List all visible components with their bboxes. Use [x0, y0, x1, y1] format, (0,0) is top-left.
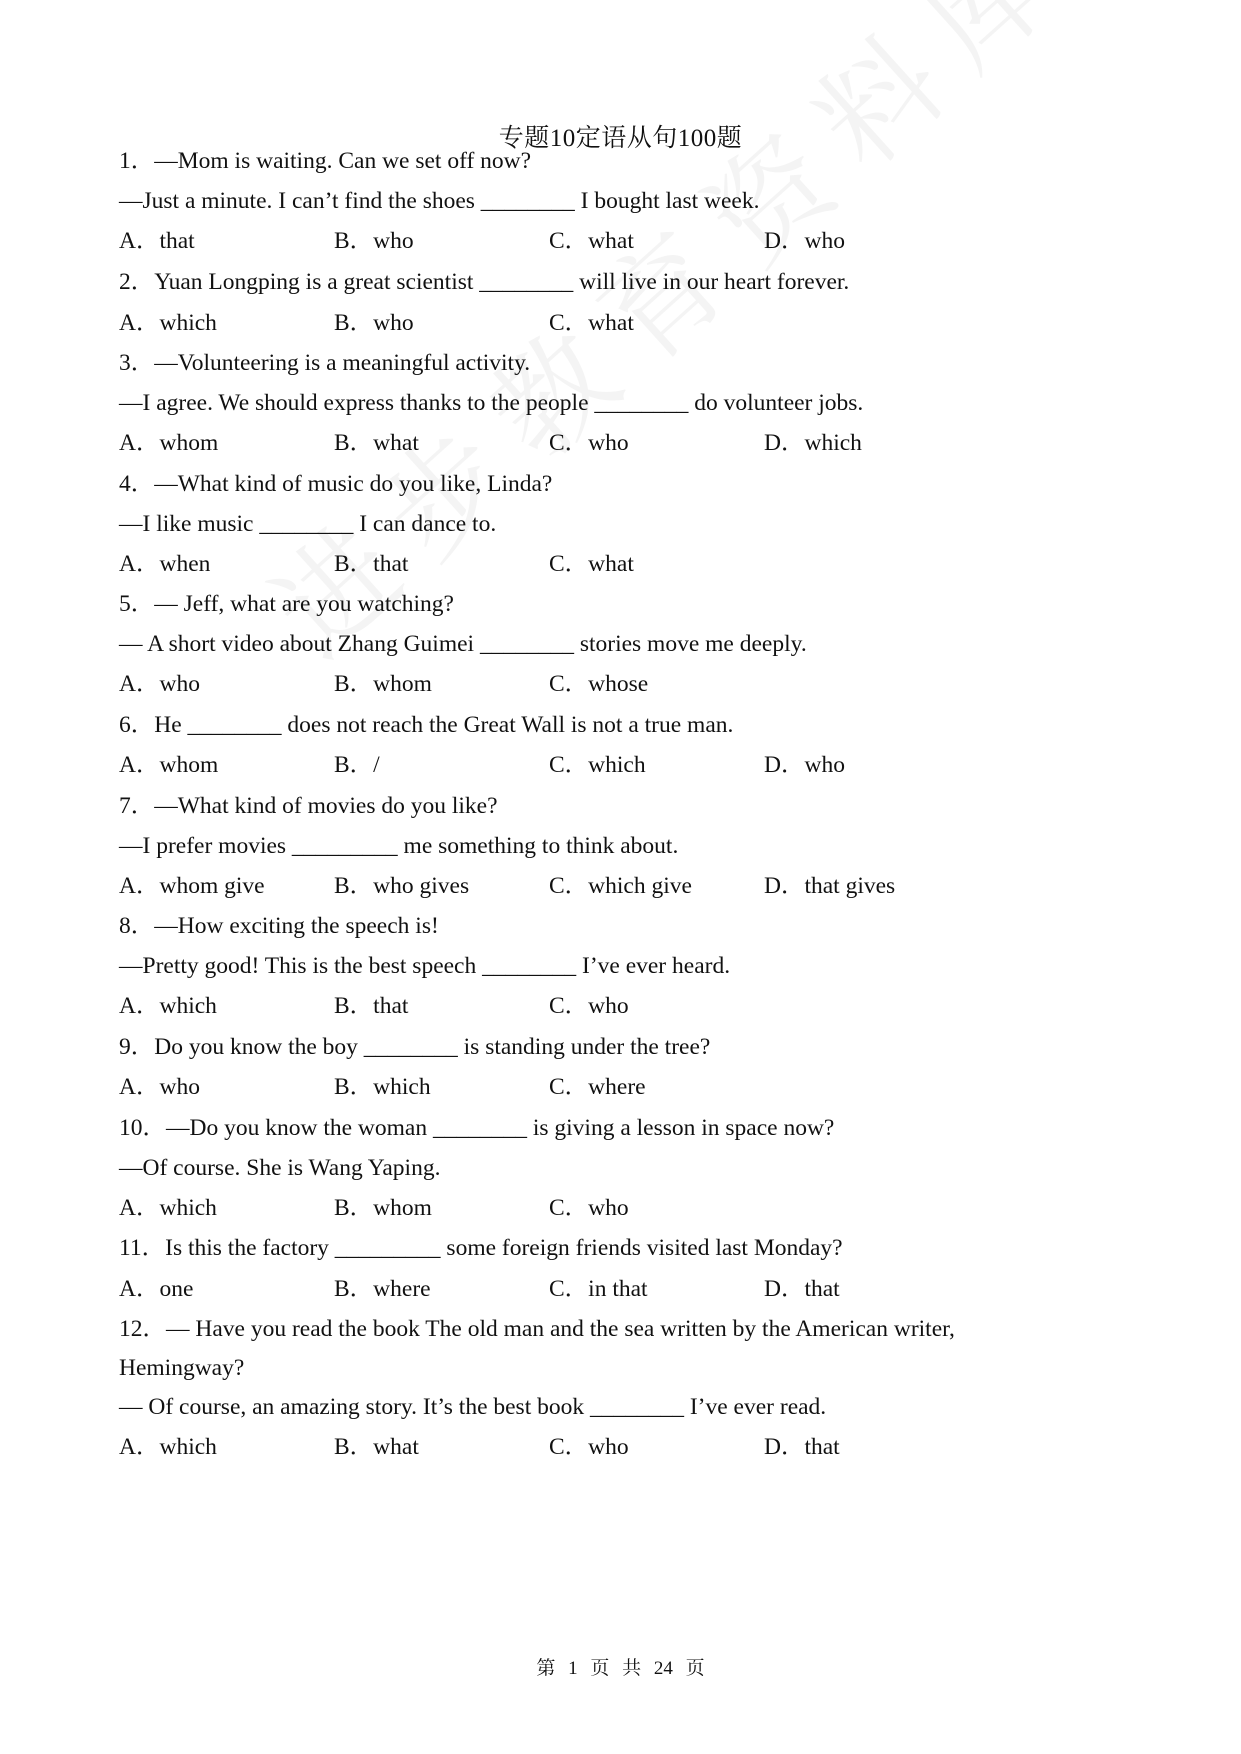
answer-option: C．which	[549, 752, 646, 778]
answer-option: D．who	[764, 228, 845, 254]
answer-option: C．what	[549, 228, 634, 254]
answer-option: A．who	[119, 671, 200, 697]
question-line: —Just a minute. I can’t find the shoes ________ I bought last week.	[119, 188, 760, 214]
question-line: —I like music ________ I can dance to.	[119, 511, 497, 537]
page-title: 专题10定语从句100题	[498, 125, 743, 152]
answer-option: A．whom	[119, 752, 219, 778]
answer-option: A．whom	[119, 430, 219, 456]
question-stem: 5．— Jeff, what are you watching?	[119, 591, 454, 617]
answer-option: B．whom	[334, 1195, 432, 1221]
question-line: —Of course. She is Wang Yaping.	[119, 1155, 441, 1181]
answer-option: C．which give	[549, 873, 692, 899]
question-line: — Of course, an amazing story. It’s the best book ________ I’ve ever read.	[119, 1394, 827, 1420]
answer-option: C．in that	[549, 1276, 648, 1302]
answer-option: A．which	[119, 310, 217, 336]
answer-option: B．who	[334, 310, 414, 336]
question-stem: 4．—What kind of music do you like, Linda?	[119, 471, 553, 497]
answer-option: C．who	[549, 1195, 629, 1221]
answer-option: A．one	[119, 1276, 194, 1302]
question-stem: 8．—How exciting the speech is!	[119, 913, 439, 939]
answer-option: B．who	[334, 228, 414, 254]
answer-option: A．who	[119, 1074, 200, 1100]
question-stem: 6．He ________ does not reach the Great Wall is not a true man.	[119, 712, 734, 738]
question-stem: 11．Is this the factory _________ some foreign friends visited last Monday?	[119, 1235, 843, 1261]
answer-option: B．whom	[334, 671, 432, 697]
question-line: —I agree. We should express thanks to the people ________ do volunteer jobs.	[119, 390, 864, 416]
answer-option: C．who	[549, 430, 629, 456]
answer-option: C．where	[549, 1074, 646, 1100]
answer-option: D．who	[764, 752, 845, 778]
question-stem: 1．—Mom is waiting. Can we set off now?	[119, 148, 532, 174]
answer-option: D．that gives	[764, 873, 896, 899]
answer-option: C．what	[549, 551, 634, 577]
answer-option: B．that	[334, 993, 409, 1019]
answer-option: D．which	[764, 430, 862, 456]
question-stem: 10．—Do you know the woman ________ is giving a lesson in space now?	[119, 1115, 835, 1141]
question-line: — A short video about Zhang Guimei ________ stories move me deeply.	[119, 631, 807, 657]
page-footer: 第 1 页 共 24 页	[536, 1658, 705, 1679]
question-line: —Pretty good! This is the best speech ________ I’ve ever heard.	[119, 953, 731, 979]
question-stem: 12．— Have you read the book The old man and the sea written by the American writer,	[119, 1316, 955, 1342]
answer-option: A．whom give	[119, 873, 265, 899]
question-stem: 3．—Volunteering is a meaningful activity.	[119, 350, 531, 376]
watermark	[230, 0, 1103, 686]
answer-option: A．when	[119, 551, 211, 577]
answer-option: B．what	[334, 430, 419, 456]
answer-option: C．what	[549, 310, 634, 336]
question-stem: 2．Yuan Longping is a great scientist ________ will live in our heart forever.	[119, 269, 850, 295]
answer-option: B．where	[334, 1276, 431, 1302]
answer-option: D．that	[764, 1434, 840, 1460]
answer-option: C．whose	[549, 671, 649, 697]
answer-option: A．which	[119, 1434, 217, 1460]
answer-option: A．which	[119, 993, 217, 1019]
question-line: —I prefer movies _________ me something to think about.	[119, 833, 679, 859]
question-stem: 9．Do you know the boy ________ is standing under the tree?	[119, 1034, 711, 1060]
answer-option: A．that	[119, 228, 195, 254]
answer-option: B．who gives	[334, 873, 470, 899]
question-stem: 7．—What kind of movies do you like?	[119, 793, 498, 819]
answer-option: B．that	[334, 551, 409, 577]
question-line: Hemingway?	[119, 1355, 245, 1381]
answer-option: D．that	[764, 1276, 840, 1302]
answer-option: C．who	[549, 993, 629, 1019]
answer-option: B．what	[334, 1434, 419, 1460]
answer-option: C．who	[549, 1434, 629, 1460]
answer-option: B．/	[334, 752, 380, 778]
answer-option: B．which	[334, 1074, 431, 1100]
answer-option: A．which	[119, 1195, 217, 1221]
